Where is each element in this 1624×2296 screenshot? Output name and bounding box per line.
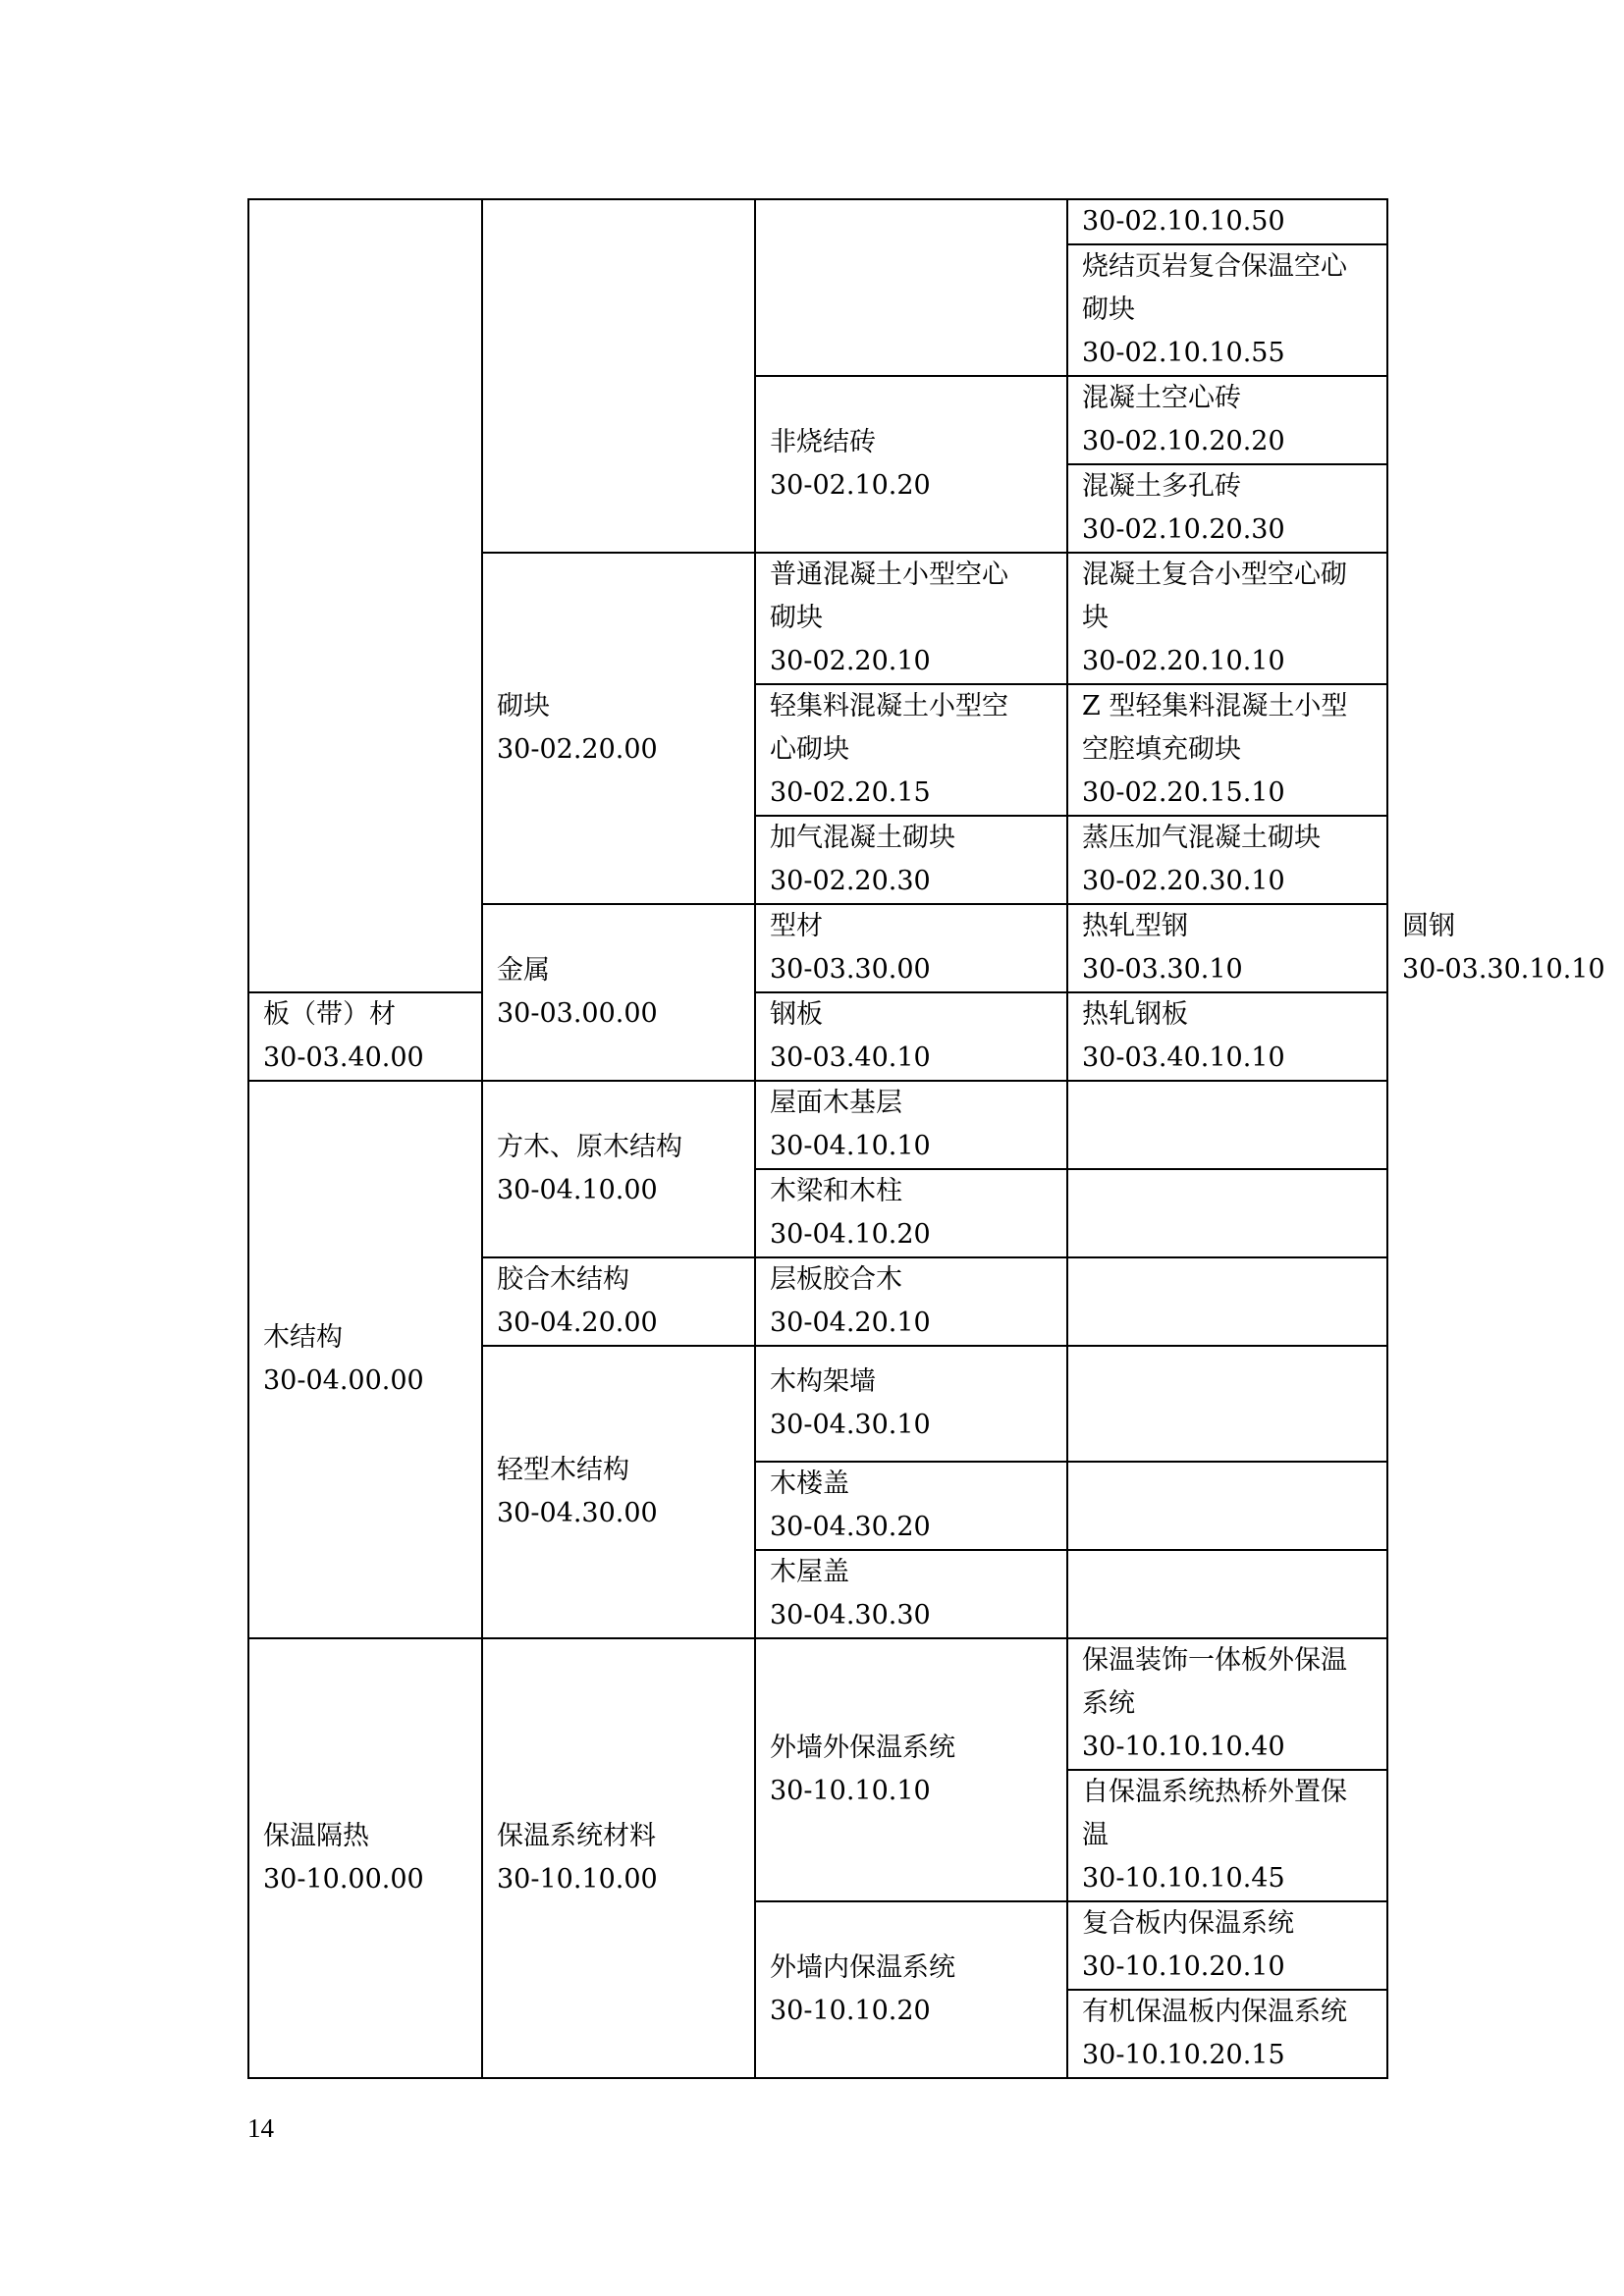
cell-line: 30-02.20.00 xyxy=(497,734,658,765)
table-cell xyxy=(1067,1901,1387,1990)
table-cell xyxy=(1067,992,1387,1081)
cell-line: 木梁和木柱 xyxy=(770,1176,902,1206)
table-cell xyxy=(1067,553,1387,684)
table-row: 金属 30-03.00.00 型材 30-03.30.00 热轧型钢 30-03.30.10 圆钢 30-03.30.10.10 xyxy=(248,904,1387,992)
table-cell xyxy=(1067,376,1387,464)
cell-line: 木构架墙 xyxy=(770,1366,876,1397)
table-row xyxy=(248,1638,1387,1770)
table-cell xyxy=(482,904,755,1081)
cell-line: 木屋盖 xyxy=(770,1557,849,1587)
table-cell xyxy=(755,199,1067,376)
table-row xyxy=(248,1081,1387,1169)
cell-line: 30-02.20.15 xyxy=(770,777,931,808)
table-cell xyxy=(1067,1462,1387,1550)
cell-line: 30-10.00.00 xyxy=(263,1864,424,1895)
cell-line: 屋面木基层 xyxy=(770,1088,902,1118)
cell-line: 有机保温板内保温系统 xyxy=(1082,1997,1347,2027)
table-cell xyxy=(755,1901,1067,2078)
table-cell xyxy=(1067,904,1387,992)
cell-line: 30-04.30.20 xyxy=(770,1512,931,1542)
cell-line: 30-04.30.30 xyxy=(770,1600,931,1630)
cell-line: 蒸压加气混凝土砌块 xyxy=(1082,823,1321,853)
table-cell xyxy=(755,992,1067,1081)
cell-line: 空腔填充砌块 xyxy=(1082,734,1241,765)
cell-line: 混凝土复合小型空心砌 xyxy=(1082,560,1347,590)
table-cell xyxy=(248,992,482,1081)
cell-line: 方木、原木结构 xyxy=(497,1132,682,1162)
table-cell xyxy=(755,553,1067,684)
table-cell xyxy=(1067,1081,1387,1169)
cell-line: 保温装饰一体板外保温 xyxy=(1082,1645,1347,1676)
cell-line: 层板胶合木 xyxy=(770,1264,902,1295)
cell-line: 30-10.10.10.45 xyxy=(1082,1863,1285,1894)
table-cell xyxy=(1067,464,1387,553)
table-cell xyxy=(755,1550,1067,1638)
cell-line: 30-02.20.15.10 xyxy=(1082,777,1285,808)
table-cell xyxy=(1067,684,1387,816)
page-number: 14 xyxy=(247,2113,274,2143)
table-cell xyxy=(1067,1346,1387,1462)
cell-line: 30-04.00.00 xyxy=(263,1365,424,1396)
cell-line: 30-03.40.00 xyxy=(263,1042,424,1073)
cell-line: 型材 xyxy=(770,911,823,941)
cell-line: 烧结页岩复合保温空心 xyxy=(1082,251,1347,282)
cell-line: 30-03.40.10 xyxy=(770,1042,931,1073)
table-cell xyxy=(1067,1169,1387,1257)
cell-line: Z 型轻集料混凝土小型 xyxy=(1082,691,1348,721)
table-row xyxy=(248,199,1387,244)
table-cell xyxy=(248,1638,482,2078)
cell-line: 30-10.10.20 xyxy=(770,1996,931,2026)
table-cell xyxy=(755,1638,1067,1901)
cell-line: 30-04.30.00 xyxy=(497,1498,658,1528)
cell-line: 30-10.10.00 xyxy=(497,1864,658,1895)
table-cell xyxy=(482,199,755,553)
table-cell xyxy=(248,199,482,992)
cell-line: 30-10.10.10 xyxy=(770,1776,931,1806)
table-cell xyxy=(755,1346,1067,1462)
cell-line: 心砌块 xyxy=(770,734,849,765)
cell-line: 30-10.10.20.10 xyxy=(1082,1951,1285,1982)
cell-line: 胶合木结构 xyxy=(497,1264,629,1295)
cell-line: 木楼盖 xyxy=(770,1468,849,1499)
cell-line: 保温隔热 xyxy=(263,1821,369,1851)
table-cell xyxy=(1067,199,1387,244)
cell-line: 30-02.10.10.55 xyxy=(1082,338,1285,368)
table-cell xyxy=(482,1346,755,1638)
cell-line: 30-02.20.10 xyxy=(770,646,931,676)
cell-line: 30-03.40.10.10 xyxy=(1082,1042,1285,1073)
cell-line: 保温系统材料 xyxy=(497,1821,656,1851)
cell-line: 30-04.10.10 xyxy=(770,1131,931,1161)
table-cell xyxy=(1067,244,1387,376)
table-cell xyxy=(1067,1770,1387,1901)
cell-line: 复合板内保温系统 xyxy=(1082,1908,1294,1939)
cell-line: 外墙内保温系统 xyxy=(770,1952,955,1983)
cell-line: 系统 xyxy=(1082,1688,1135,1719)
cell-line: 30-02.10.20.20 xyxy=(1082,426,1285,456)
table-body xyxy=(248,199,1605,2078)
cell-line: 30-02.10.20 xyxy=(770,470,931,501)
table-cell xyxy=(1067,1990,1387,2078)
cell-line: 轻型木结构 xyxy=(497,1455,629,1485)
cell-line: 30-04.10.00 xyxy=(497,1175,658,1205)
cell-line: 30-02.20.30 xyxy=(770,866,931,896)
cell-line: 自保温系统热桥外置保 xyxy=(1082,1777,1347,1807)
classification-table xyxy=(247,198,1605,2079)
cell-line: 30-02.20.10.10 xyxy=(1082,646,1285,676)
cell-line: 30-02.10.20.30 xyxy=(1082,514,1285,545)
cell-line: 30-04.30.10 xyxy=(770,1410,931,1440)
cell-line: 30-02.10.10.50 xyxy=(1082,206,1285,237)
cell-line: 砌块 xyxy=(497,691,550,721)
cell-line: 热轧钢板 xyxy=(1082,999,1188,1030)
cell-line: 30-03.00.00 xyxy=(497,998,658,1029)
cell-line: 30-04.10.20 xyxy=(770,1219,931,1250)
cell-line: 木结构 xyxy=(263,1322,343,1353)
table-cell xyxy=(482,1081,755,1257)
table-cell xyxy=(482,553,755,904)
table-cell xyxy=(755,1257,1067,1346)
cell-line: 热轧型钢 xyxy=(1082,911,1188,941)
table-cell xyxy=(1067,1550,1387,1638)
cell-line: 30-10.10.20.15 xyxy=(1082,2040,1285,2070)
cell-line: 加气混凝土砌块 xyxy=(770,823,955,853)
cell-line: 钢板 xyxy=(770,999,823,1030)
table-cell xyxy=(755,904,1067,992)
cell-line: 30-04.20.10 xyxy=(770,1308,931,1338)
table-cell xyxy=(755,684,1067,816)
table-cell xyxy=(755,1081,1067,1169)
cell-line: 混凝土空心砖 xyxy=(1082,383,1241,413)
table-cell xyxy=(482,1638,755,2078)
cell-line: 板（带）材 xyxy=(263,999,396,1030)
cell-line: 30-02.20.30.10 xyxy=(1082,866,1285,896)
cell-line: 块 xyxy=(1082,603,1109,633)
cell-line: 砌块 xyxy=(770,603,823,633)
cell-line: 金属 xyxy=(497,955,550,986)
table-cell xyxy=(755,1169,1067,1257)
table-cell xyxy=(755,816,1067,904)
table-cell xyxy=(1067,816,1387,904)
cell-line: 轻集料混凝土小型空 xyxy=(770,691,1008,721)
table-cell xyxy=(755,376,1067,553)
cell-line: 非烧结砖 xyxy=(770,427,876,457)
cell-line: 砌块 xyxy=(1082,294,1135,325)
table-cell xyxy=(248,1081,482,1638)
cell-line: 外墙外保温系统 xyxy=(770,1733,955,1763)
table-cell xyxy=(1067,1638,1387,1770)
cell-line: 30-03.30.00 xyxy=(770,954,931,985)
cell-line: 温 xyxy=(1082,1820,1109,1850)
cell-line: 30-10.10.10.40 xyxy=(1082,1732,1285,1762)
cell-line: 30-04.20.00 xyxy=(497,1308,658,1338)
table-cell xyxy=(755,1462,1067,1550)
table-cell xyxy=(1067,1257,1387,1346)
cell-line: 混凝土多孔砖 xyxy=(1082,471,1241,502)
cell-line: 普通混凝土小型空心 xyxy=(770,560,1008,590)
table-row xyxy=(248,992,1387,1081)
cell-line: 30-03.30.10 xyxy=(1082,954,1243,985)
table-cell xyxy=(482,1257,755,1346)
